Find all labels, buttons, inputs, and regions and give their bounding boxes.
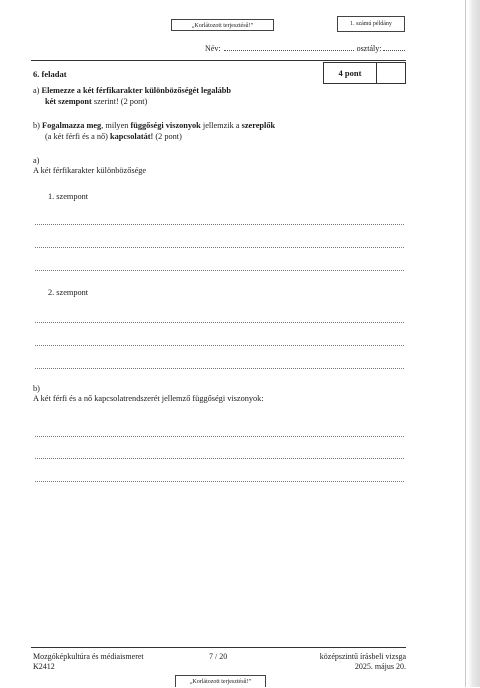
- page-number: 7 / 20: [209, 652, 228, 661]
- question-b-text-3: (a két férfi és a nő): [45, 132, 110, 141]
- answer-line[interactable]: [35, 481, 404, 482]
- name-class-line: [205, 44, 405, 53]
- section-a-heading: A két férfikarakter különbözősége: [33, 166, 147, 175]
- answer-line[interactable]: [35, 458, 404, 459]
- answer-line[interactable]: [35, 270, 404, 271]
- question-b-bold-4: kapcsolatát!: [109, 132, 154, 141]
- task-title: 6. feladat: [33, 69, 67, 79]
- copy-number-label: 1. számú példány: [337, 16, 405, 32]
- answer-line[interactable]: [35, 368, 404, 369]
- section-a-marker: a): [33, 156, 40, 165]
- question-a: [33, 85, 313, 107]
- question-b-bold-1: Fogalmazza meg: [42, 121, 102, 130]
- criterion-2-label: 2. szempont: [48, 288, 89, 297]
- footer-subject: Mozgóképkultúra és médiaismeret: [33, 652, 144, 661]
- header-rule: [31, 60, 406, 61]
- page-edge: [465, 0, 466, 687]
- question-b-bold-2: függőségi viszonyok: [130, 121, 201, 130]
- question-a-bold-2: két szempont: [45, 97, 92, 106]
- points-label: 4 pont: [324, 63, 377, 83]
- page-shadow: [468, 0, 480, 687]
- question-b: [33, 120, 333, 142]
- answer-line[interactable]: [35, 224, 404, 225]
- footer-exam: középszintű írásbeli vizsga: [319, 652, 406, 661]
- question-b-text-1: , milyen: [101, 121, 131, 130]
- name-label: Név:: [205, 44, 221, 53]
- question-a-marker: a): [33, 86, 40, 95]
- name-field[interactable]: [224, 44, 354, 51]
- restricted-distribution-label: „Korlátozott terjesztésű!”: [171, 19, 274, 31]
- section-b-marker: b): [33, 384, 40, 393]
- class-field[interactable]: [383, 44, 405, 51]
- answer-line[interactable]: [35, 345, 404, 346]
- footer-date: 2025. május 20.: [354, 662, 406, 671]
- answer-line[interactable]: [35, 247, 404, 248]
- section-b-heading: A két férfi és a nő kapcsolatrendszerét jellemző függőségi viszonyok:: [33, 394, 264, 403]
- restricted-distribution-label-bottom: „Korlátozott terjesztésű!”: [175, 675, 266, 687]
- answer-line[interactable]: [35, 322, 404, 323]
- criterion-1-label: 1. szempont: [48, 192, 89, 201]
- class-label: osztály:: [356, 44, 382, 53]
- question-b-marker: b): [33, 121, 40, 130]
- question-a-bold-1: Elemezze a két férfikarakter különbözőségét legalább: [41, 86, 232, 95]
- question-b-bold-3: szereplők: [241, 121, 276, 130]
- points-box: [323, 62, 406, 84]
- footer-code: K2412: [33, 662, 55, 671]
- question-a-rest: szerint! (2 pont): [91, 97, 148, 106]
- footer-rule: [31, 647, 406, 648]
- score-field: [377, 63, 405, 83]
- question-b-text-4: (2 pont): [153, 132, 182, 141]
- answer-line[interactable]: [35, 436, 404, 437]
- question-b-text-2: jellemzik a: [200, 121, 242, 130]
